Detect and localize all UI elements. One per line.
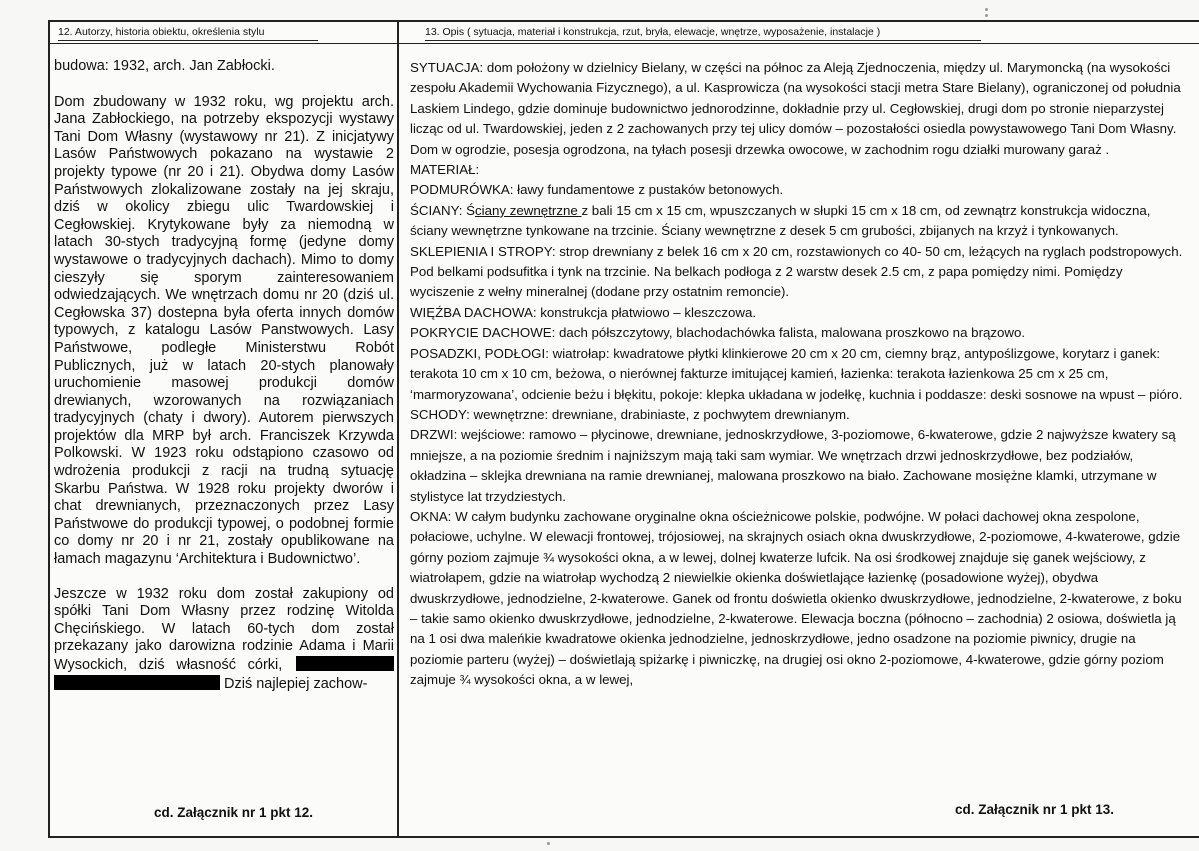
scan-speck: [985, 14, 988, 17]
section-13-body: [410, 58, 1185, 691]
column-divider: [397, 22, 399, 836]
walls-underlined: ciany zewnętrzne: [475, 202, 582, 218]
section-13-continuation: cd. Załącznik nr 1 pkt 13.: [955, 802, 1115, 817]
roof-truss-paragraph: WIĘŹBA DACHOWA: konstrukcja płatwiowo – kleszczowa.: [410, 304, 757, 320]
section-12-continuation: cd. Załącznik nr 1 pkt 12.: [153, 805, 314, 820]
document-sheet: [48, 20, 1199, 838]
ceilings-paragraph: SKLEPIENIA I STROPY: strop drewniany z belek 16 cm x 20 cm, rozstawionych co 40- 50 cm, leżących na ryglach podstropowych. Pod belkami podsufitka i tynk na trzcinie. Na belkach podłoga z 2 warstw desek 2.5 cm, z papa pomiędzy nimi. Pomiędzy wyciszenie z wełny mineralnej (dodane przy ostatnim remoncie).: [410, 243, 1183, 300]
construction-date: budowa: 1932, arch. Jan Zabłocki.: [54, 58, 275, 74]
walls-label: ŚCIANY: Ś: [410, 202, 476, 218]
material-heading: MATERIAŁ:: [410, 162, 480, 178]
section-12-header: [50, 22, 397, 42]
scan-speck: [547, 842, 550, 845]
ownership-text-cont: Dziś najlepiej zachow-: [224, 675, 368, 692]
underline: [58, 40, 318, 41]
floors-paragraph: POSADZKI, PODŁOGI: wiatrołap: kwadratowe płytki klinkierowe 20 cm x 20 cm, ciemny brąz, antypoślizgowe, korytarz i ganek: terakota 10 cm x 10 cm, beżowa, o nierównej fakturze imitującej kamień, łazienka: terakota łazienkowa 25 cm x 25 cm, ‘marmoryzowana’, odcienie beżu i błękitu, pokoje: klepka układana w jodełkę, kuchnia i poddasze: deski sosnowe na wpust – pióro.: [410, 345, 1183, 402]
section-header-row: [50, 22, 1199, 44]
redaction-block: [296, 656, 394, 671]
doors-paragraph: DRZWI: wejściowe: ramowo – płycinowe, drewniane, jednoskrzydłowe, 3-poziomowe, 6-kwaterowe, gdzie 2 najwyższe kwatery są mniejsze, a na poziomie średnim i najniższym mają taki sam wymiar. We wnętrzach drzwi jednoskrzydłowe, bez podziałów, okładzina – sklejka drewniana na ramie drewnianej, malowana proszkowo na biało. Zachowane mosiężne klamki, utrzymane w stylistyce lat trzydziestych.: [410, 427, 1176, 504]
windows-paragraph: OKNA: W całym budynku zachowane oryginalne okna ościeżnicowe polskie, podwójne. W połaci dachowej okna zespolone, połaciowe, uchylne. W elewacji frontowej, trójosiowej, na skrajnych osiach okna dwuskrzydłowe, 2-poziomowe, 4-kwaterowe, gdzie górny poziom zajmuje ¾ wysokości okna, a w lewej, dolnej kwaterze lufcik. Na osi środkowej znajduje się ganek wejściowy, z wiatrołapem, gdzie na wiatrołap wychodzą 2 niewielkie okienka doświetlające łazienkę (posadowione wyżej), obydwa dwuskrzydłowe, jednodzielne, 2-kwaterowe. Ganek od frontu doświetla okienko dwuskrzydłowe, jednodzielne, 2-kwaterowe, z boku – takie samo okienko dwuskrzydłowe, jednodzielne, 2-kwaterowe. Elewacja boczna (północno – zachodnia) 2 osiowa, doświetla ją na 1 osi dwa maleńkie kwadratowe okienka jednodzielne, jednoskrzydłowe, jedno osadzone na poziomie piwnicy, drugie na poziomie parteru (wyżej) – doświetlają spiżarkę i piwniczkę, na drugiej osi okno 2-poziomowe, 4-kwaterowe, gdzie górny poziom zajmuje ¾ wysokości okna, a w lewej,: [410, 508, 1182, 688]
foundation-paragraph: PODMURÓWKA: ławy fundamentowe z pustaków betonowych.: [410, 182, 784, 198]
history-paragraph: Dom zbudowany w 1932 roku, wg projektu arch. Jana Zabłockiego, na potrzeby ekspozycji wystawy Tani Dom Własny (wystawowy nr 21). Z inicjatywy Lasów Państwowych pokazano na wystawie 2 projekty typowe (nr 20 i 21). Obydwa domy Lasów Państwowych zlokalizowane zostały na jej skraju, dziś w okolicy zbiegu ulic Twardowskiej i Cegłowskiej. Krytykowane były za niemodną w latach 30-stych tradycyjną formę (jedyne domy wystawowe o tradycyjnych dachach). Mimo to domy cieszyły się sporym zainteresowaniem odwiedzających. We wnętrzach domu nr 20 (dziś ul. Cegłowska 37) dostepna była oferta innych domów typowych, z katalogu Lasów Panstwowych. Lasy Państwowe, podległe Ministerstwu Robót Publicznych, już w latach 20-stych planowały uruchomienie masowej produkcji domów drewianych, wzorowanych na rozwiązaniach tradycyjnych (chaty i dwory). Autorem pierwszych projektów dla MRP był arch. Franciszek Krzywda Polkowski. W 1923 roku odstąpiono czasowo od wdrożenia produkcji z racji na trudną sytuację Skarbu Państwa. W 1928 roku projekty dworów i chat drewnianych, przeznaczonych przez Lasy Państwowe do produkcji typowej, o podobnej formie co domy nr 20 i nr 21, zostały opublikowane na łamach magazynu ‘Architektura i Budownictwo’.: [54, 93, 394, 568]
walls-paragraph: [410, 201, 1185, 242]
walls-text: z bali 15 cm x 15 cm, wpuszczanych w słupki 15 cm x 18 cm, od zewnątrz konstrukcja widoczna, ściany wewnętrzne tynkowane na trzcinie. Ściany wewnętrzne z desek 5 cm grubości, zbijanych na krzyż i tynkowanych.: [410, 202, 1151, 239]
scan-speck: [985, 8, 988, 11]
underline: [425, 40, 981, 41]
stairs-paragraph: SCHODY: wewnętrzne: drewniane, drabiniaste, z pochwytem drewnianym.: [410, 406, 850, 422]
section-13-header: [417, 22, 1199, 42]
redaction-block: [54, 675, 220, 690]
roofing-paragraph: POKRYCIE DACHOWE: dach półszczytowy, blachodachówka falista, malowana proszkowo na brązowo.: [410, 325, 1026, 341]
situation-paragraph: SYTUACJA: dom położony w dzielnicy Bielany, w części na północ za Aleją Zjednoczenia, między ul. Marymoncką (na wysokości zespołu Akademii Wychowania Fizycznego), a ul. Kasprowicza (na wysokości stacji metra Stare Bielany), ograniczonej od południa Laskiem Lindego, gdzie dominuje budownictwo jednorodzinne, dokładnie przy ul. Cegłowskiej, drugi dom po stronie nieparzystej licząc od ul. Twardowskiej, jeden z 2 zachowanych przy tej ulicy domów – pozostałości osiedla powystawowego Tani Dom Własny. Dom w ogrodzie, posesja ogrodzona, na tyłach posesji drzewka owocowe, w zachodnim rogu działki murowany garaż .: [410, 60, 1181, 157]
ownership-text: Jeszcze w 1932 roku dom został zakupiony od spółki Tani Dom Własny przez rodzinę Witolda Chęcińskiego. W latach 60-tych dom został przekazany jako darowizna rodzinie Adama i Marii Wysockich, dziś własność córki,: [54, 585, 394, 673]
section-12-body: [54, 58, 394, 693]
section-13-title: 13. Opis ( sytuacja, materiał i konstrukcja, rzut, bryła, elewacje, wnętrze, wyposażenie, instalacje ): [425, 26, 881, 38]
section-12-title: 12. Autorzy, historia obiektu, określenia stylu: [58, 26, 265, 38]
ownership-paragraph: [54, 586, 394, 694]
